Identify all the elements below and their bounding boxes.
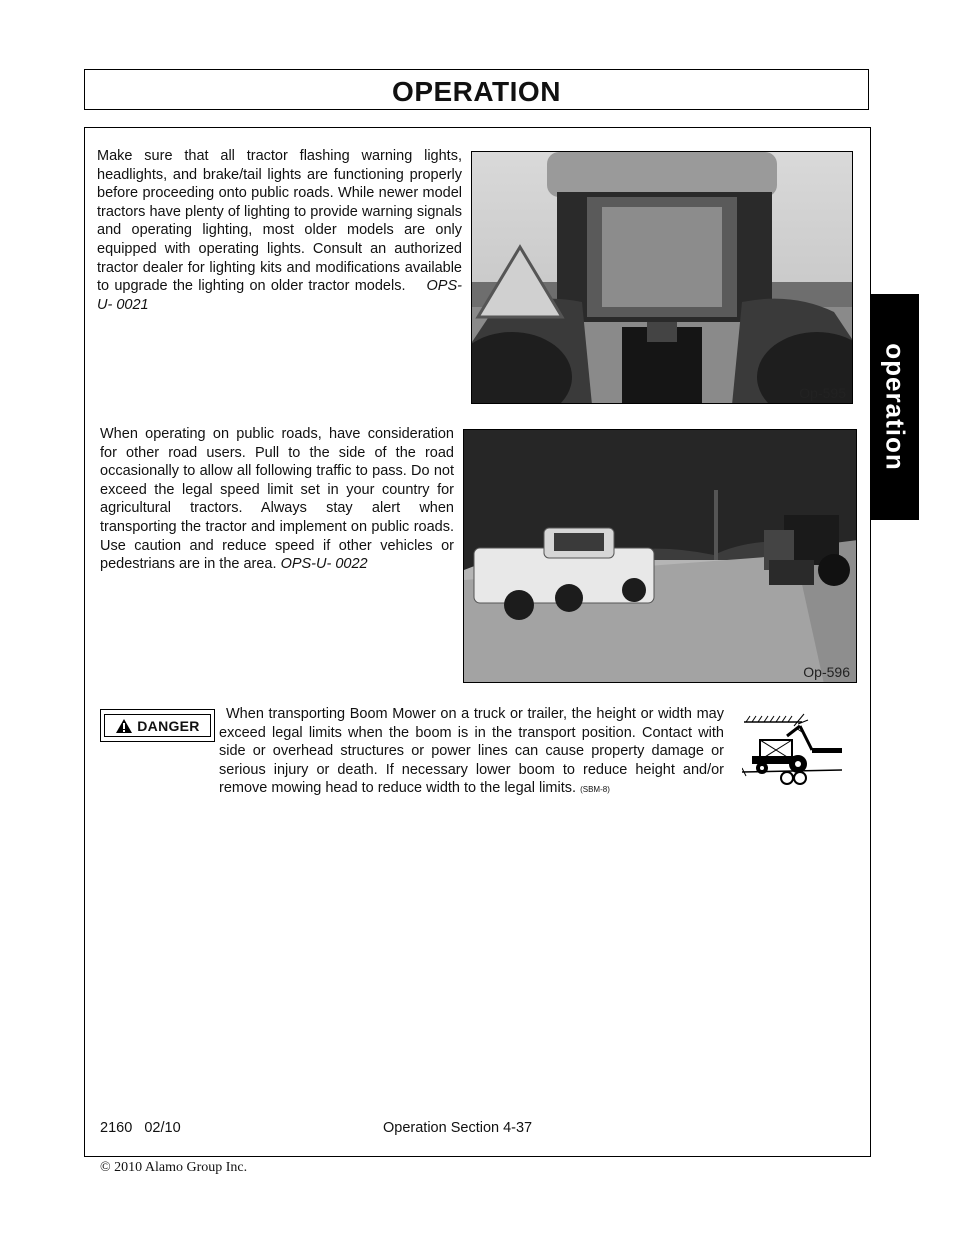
page-title: OPERATION (392, 76, 561, 107)
lighting-code: OPS-U- 0021 (97, 278, 462, 313)
danger-text: When transporting Boom Mower on a truck or trailer, the height or width may exceed legal limits when the boom is in the transport position. Contact with side or overhead structures or power lines can cause property damage or serious injury or death. If necessary lower boom to reduce height and/or remove mowing head to reduce width to the legal limits. (219, 706, 724, 797)
public-roads-paragraph (100, 425, 454, 574)
public-roads-text: When operating on public roads, have consideration for other road users. Pull to the side of the road occasionally to allow all following traffic to pass. Do not exceed the legal speed limit set in your country for agricultural tractors. Always stay alert when transporting the tractor and implement on public roads. Use caution and reduce speed if other vehicles or pedestrians are in the area. (100, 426, 454, 573)
boom-transport-hazard-icon (742, 712, 846, 788)
danger-code: (SBM-8) (580, 785, 610, 795)
copyright: © 2010 Alamo Group Inc. (100, 1160, 248, 1175)
lighting-text: Make sure that all tractor flashing warning lights, headlights, and brake/tail lights are functioning properly before proceeding onto public roads. While newer model tractors have plenty of lighting to provide warning signals and operating lighting, most older models are only equipped with operating lights. Consult an authorized tractor dealer for lighting kits and modifications available to upgrade the lighting on older tractor models. (97, 148, 462, 295)
danger-label: DANGER (137, 717, 200, 734)
danger-badge (100, 709, 215, 742)
lighting-paragraph (97, 147, 462, 314)
tractor-rear-image (472, 152, 853, 404)
warning-triangle-icon (115, 718, 133, 734)
public-roads-code: OPS-U- 0022 (280, 556, 368, 573)
section-tab-label: operation (880, 343, 910, 471)
danger-badge-inner (104, 714, 211, 737)
footer-section-page: Operation Section 4-37 (383, 1120, 533, 1136)
section-tab (870, 294, 919, 520)
footer-model-date: 2160 02/10 (100, 1120, 181, 1136)
danger-paragraph (219, 705, 724, 800)
photo-label-op596: Op-596 (803, 664, 850, 680)
tractor-rear-photo (471, 151, 853, 404)
header-box (84, 69, 869, 110)
road-transport-photo (463, 429, 857, 683)
photo-label-op595: Op-595 (799, 385, 846, 401)
road-transport-image (464, 430, 857, 683)
